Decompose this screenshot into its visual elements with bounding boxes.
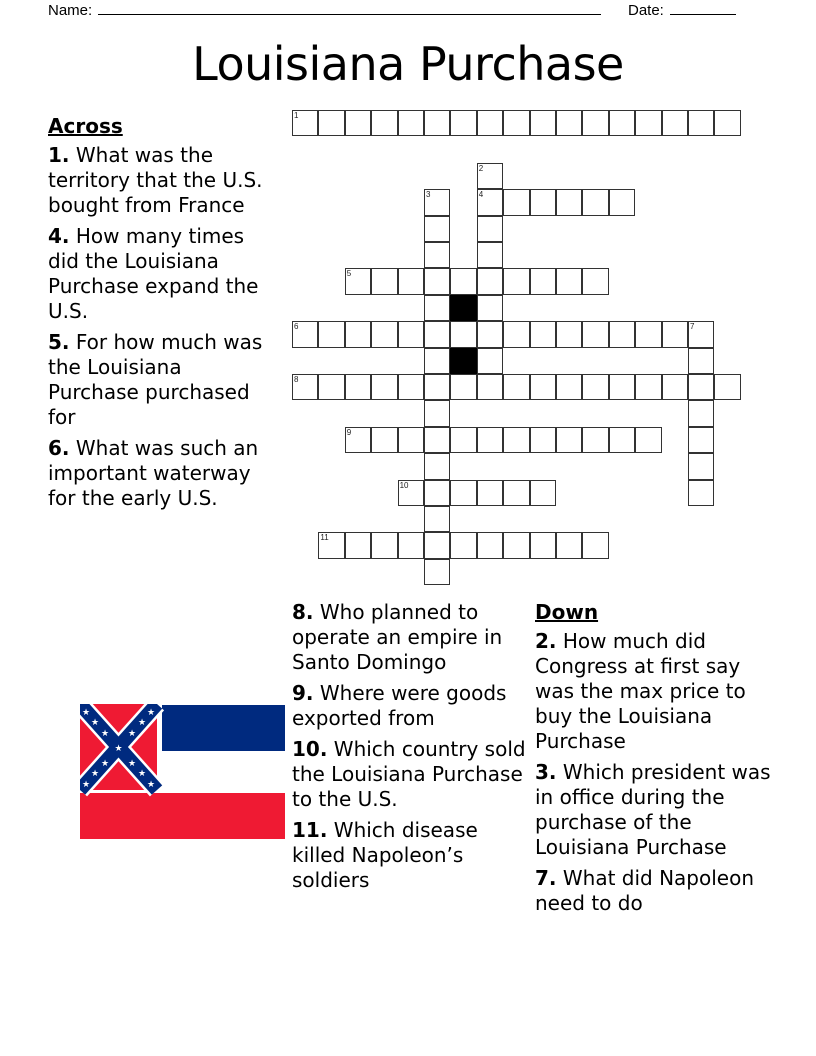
svg-text:★: ★ xyxy=(81,780,91,790)
clue-across-1: 1. What was the territory that the U.S. bought from France xyxy=(48,143,263,217)
grid-cell[interactable] xyxy=(530,480,556,506)
grid-cell[interactable] xyxy=(688,400,714,426)
svg-text:★: ★ xyxy=(137,718,147,728)
grid-cell[interactable] xyxy=(477,374,503,400)
grid-cell[interactable] xyxy=(477,427,503,453)
grid-cell[interactable] xyxy=(424,374,450,400)
across-clues-middle xyxy=(292,600,532,899)
grid-cell[interactable] xyxy=(582,427,608,453)
grid-cell[interactable] xyxy=(424,295,450,321)
grid-cell[interactable] xyxy=(345,321,371,347)
grid-cell[interactable] xyxy=(635,374,661,400)
grid-cell[interactable] xyxy=(477,110,503,136)
grid-cell[interactable] xyxy=(530,189,556,215)
svg-text:★: ★ xyxy=(90,718,100,728)
clue-number: 8 xyxy=(294,375,299,384)
clue-across-8: 8. Who planned to operate an empire in Santo Domingo xyxy=(292,600,503,674)
grid-cell[interactable] xyxy=(635,110,661,136)
grid-cell[interactable] xyxy=(688,427,714,453)
grid-cell[interactable] xyxy=(477,242,503,268)
grid-cell[interactable] xyxy=(556,268,582,294)
grid-cell[interactable] xyxy=(371,268,397,294)
clue-number: 9 xyxy=(346,427,352,437)
grid-cell[interactable] xyxy=(450,110,476,136)
date-field[interactable] xyxy=(628,0,736,21)
grid-cell[interactable] xyxy=(609,321,635,347)
grid-cell[interactable] xyxy=(450,374,476,400)
grid-cell[interactable] xyxy=(477,532,503,558)
grid-cell[interactable] xyxy=(688,374,714,400)
clue-number: 10 xyxy=(399,480,409,490)
grid-cell[interactable] xyxy=(345,110,371,136)
grid-cell[interactable] xyxy=(424,506,450,532)
grid-cell[interactable] xyxy=(503,480,529,506)
grid-cell[interactable] xyxy=(424,242,450,268)
grid-cell[interactable] xyxy=(398,480,424,506)
svg-text:★: ★ xyxy=(100,729,110,739)
grid-cell[interactable] xyxy=(318,110,344,136)
grid-cell[interactable] xyxy=(450,268,476,294)
grid-cell[interactable] xyxy=(530,532,556,558)
grid-cell[interactable] xyxy=(582,532,608,558)
grid-cell[interactable] xyxy=(398,268,424,294)
date-label: Date: xyxy=(628,2,664,19)
page-title: Louisiana Purchase xyxy=(192,37,624,91)
clue-down-2: 2. How much did Congress at first say was the max price to buy the Louisiana Purchase xyxy=(535,629,746,753)
grid-cell[interactable] xyxy=(477,268,503,294)
grid-cell[interactable] xyxy=(582,268,608,294)
svg-text:★: ★ xyxy=(137,769,147,779)
black-cell xyxy=(450,295,476,321)
grid-cell[interactable] xyxy=(556,189,582,215)
grid-cell[interactable] xyxy=(609,427,635,453)
name-line[interactable] xyxy=(98,0,601,15)
clue-number: 11 xyxy=(320,533,329,543)
clue-down-3: 3. Which president was in office during the purchase of the Louisiana Purchase xyxy=(535,760,771,859)
grid-cell[interactable] xyxy=(714,110,740,136)
mississippi-flag-image xyxy=(80,704,285,840)
grid-cell[interactable] xyxy=(609,374,635,400)
grid-cell[interactable] xyxy=(318,374,344,400)
grid-cell[interactable] xyxy=(530,427,556,453)
grid-cell[interactable] xyxy=(371,110,397,136)
grid-cell[interactable] xyxy=(477,216,503,242)
clue-number: 3 xyxy=(426,190,431,200)
grid-cell[interactable] xyxy=(345,532,371,558)
clue-number: 7 xyxy=(690,322,695,332)
grid-cell[interactable] xyxy=(688,453,714,479)
svg-text:★: ★ xyxy=(114,744,123,754)
grid-cell[interactable] xyxy=(688,480,714,506)
grid-cell[interactable] xyxy=(398,427,424,453)
svg-text:★: ★ xyxy=(81,708,91,718)
grid-cell[interactable] xyxy=(345,268,371,294)
grid-cell[interactable] xyxy=(662,374,688,400)
grid-cell[interactable] xyxy=(292,110,318,136)
grid-cell[interactable] xyxy=(503,427,529,453)
across-clues-left xyxy=(48,114,278,517)
grid-cell[interactable] xyxy=(503,321,529,347)
grid-cell[interactable] xyxy=(530,374,556,400)
grid-cell[interactable] xyxy=(450,427,476,453)
grid-cell[interactable] xyxy=(556,321,582,347)
grid-cell[interactable] xyxy=(582,110,608,136)
grid-cell[interactable] xyxy=(424,321,450,347)
grid-cell[interactable] xyxy=(371,532,397,558)
clue-number: 5 xyxy=(346,269,352,279)
clue-number: 2 xyxy=(478,163,484,173)
grid-cell[interactable] xyxy=(503,374,529,400)
grid-cell[interactable] xyxy=(398,532,424,558)
grid-cell[interactable] xyxy=(635,321,661,347)
grid-cell[interactable] xyxy=(635,427,661,453)
grid-cell[interactable] xyxy=(477,295,503,321)
grid-cell[interactable] xyxy=(662,321,688,347)
grid-cell[interactable] xyxy=(371,321,397,347)
clue-number: 1 xyxy=(294,111,299,120)
clue-across-6: 6. What was such an important waterway for the early U.S. xyxy=(48,436,259,510)
grid-cell[interactable] xyxy=(424,268,450,294)
down-clues xyxy=(535,600,775,922)
grid-cell[interactable] xyxy=(424,110,450,136)
grid-cell[interactable] xyxy=(424,400,450,426)
grid-cell[interactable] xyxy=(688,110,714,136)
date-line[interactable] xyxy=(670,0,736,15)
grid-cell[interactable] xyxy=(609,110,635,136)
clue-across-4: 4. How many times did the Louisiana Purchase expand the U.S. xyxy=(48,224,259,323)
grid-cell[interactable] xyxy=(424,532,450,558)
clue-down-7: 7. What did Napoleon need to do xyxy=(535,866,755,915)
grid-cell[interactable] xyxy=(556,110,582,136)
grid-cell[interactable] xyxy=(556,532,582,558)
name-field[interactable] xyxy=(48,0,601,21)
down-heading: Down xyxy=(535,600,599,624)
grid-cell[interactable] xyxy=(292,321,318,347)
grid-cell[interactable] xyxy=(582,189,608,215)
grid-cell[interactable] xyxy=(582,374,608,400)
grid-cell[interactable] xyxy=(345,427,371,453)
clue-number: 4 xyxy=(478,190,484,200)
clue-across-9: 9. Where were goods exported from xyxy=(292,681,507,730)
grid-cell[interactable] xyxy=(450,532,476,558)
svg-text:★: ★ xyxy=(146,708,156,718)
grid-cell[interactable] xyxy=(398,321,424,347)
grid-cell[interactable] xyxy=(292,374,318,400)
grid-cell[interactable] xyxy=(477,321,503,347)
grid-cell[interactable] xyxy=(398,110,424,136)
grid-cell[interactable] xyxy=(450,321,476,347)
grid-cell[interactable] xyxy=(477,189,503,215)
svg-text:★: ★ xyxy=(146,780,156,790)
grid-cell[interactable] xyxy=(450,480,476,506)
grid-cell[interactable] xyxy=(424,480,450,506)
grid-cell[interactable] xyxy=(371,427,397,453)
grid-cell[interactable] xyxy=(424,427,450,453)
grid-cell[interactable] xyxy=(714,374,740,400)
grid-cell[interactable] xyxy=(609,189,635,215)
svg-text:★: ★ xyxy=(127,729,137,739)
grid-cell[interactable] xyxy=(556,374,582,400)
grid-cell[interactable] xyxy=(503,189,529,215)
grid-cell[interactable] xyxy=(424,453,450,479)
grid-cell[interactable] xyxy=(556,427,582,453)
grid-cell[interactable] xyxy=(688,348,714,374)
grid-cell[interactable] xyxy=(424,559,450,585)
grid-cell[interactable] xyxy=(477,480,503,506)
svg-text:★: ★ xyxy=(127,759,137,769)
grid-cell[interactable] xyxy=(530,321,556,347)
black-cell xyxy=(450,348,476,374)
grid-cell[interactable] xyxy=(371,374,397,400)
name-label: Name: xyxy=(48,2,93,19)
grid-cell[interactable] xyxy=(503,268,529,294)
svg-text:★: ★ xyxy=(90,769,100,779)
grid-cell[interactable] xyxy=(424,348,450,374)
grid-cell[interactable] xyxy=(503,532,529,558)
grid-cell[interactable] xyxy=(530,110,556,136)
grid-cell[interactable] xyxy=(477,348,503,374)
across-heading: Across xyxy=(48,114,123,138)
grid-cell[interactable] xyxy=(424,189,450,215)
grid-cell[interactable] xyxy=(424,216,450,242)
grid-cell[interactable] xyxy=(318,321,344,347)
grid-cell[interactable] xyxy=(398,374,424,400)
clue-across-11: 11. Which disease killed Napoleon’s soldiers xyxy=(292,818,478,892)
grid-cell[interactable] xyxy=(662,110,688,136)
grid-cell[interactable] xyxy=(477,163,503,189)
grid-cell[interactable] xyxy=(345,374,371,400)
grid-cell[interactable] xyxy=(688,321,714,347)
clue-number: 6 xyxy=(294,322,299,332)
clue-across-5: 5. For how much was the Louisiana Purchase purchased for xyxy=(48,330,263,429)
clue-across-10: 10. Which country sold the Louisiana Purchase to the U.S. xyxy=(292,737,526,811)
svg-text:★: ★ xyxy=(100,759,110,769)
grid-cell[interactable] xyxy=(582,321,608,347)
grid-cell[interactable] xyxy=(530,268,556,294)
grid-cell[interactable] xyxy=(503,110,529,136)
grid-cell[interactable] xyxy=(318,532,344,558)
